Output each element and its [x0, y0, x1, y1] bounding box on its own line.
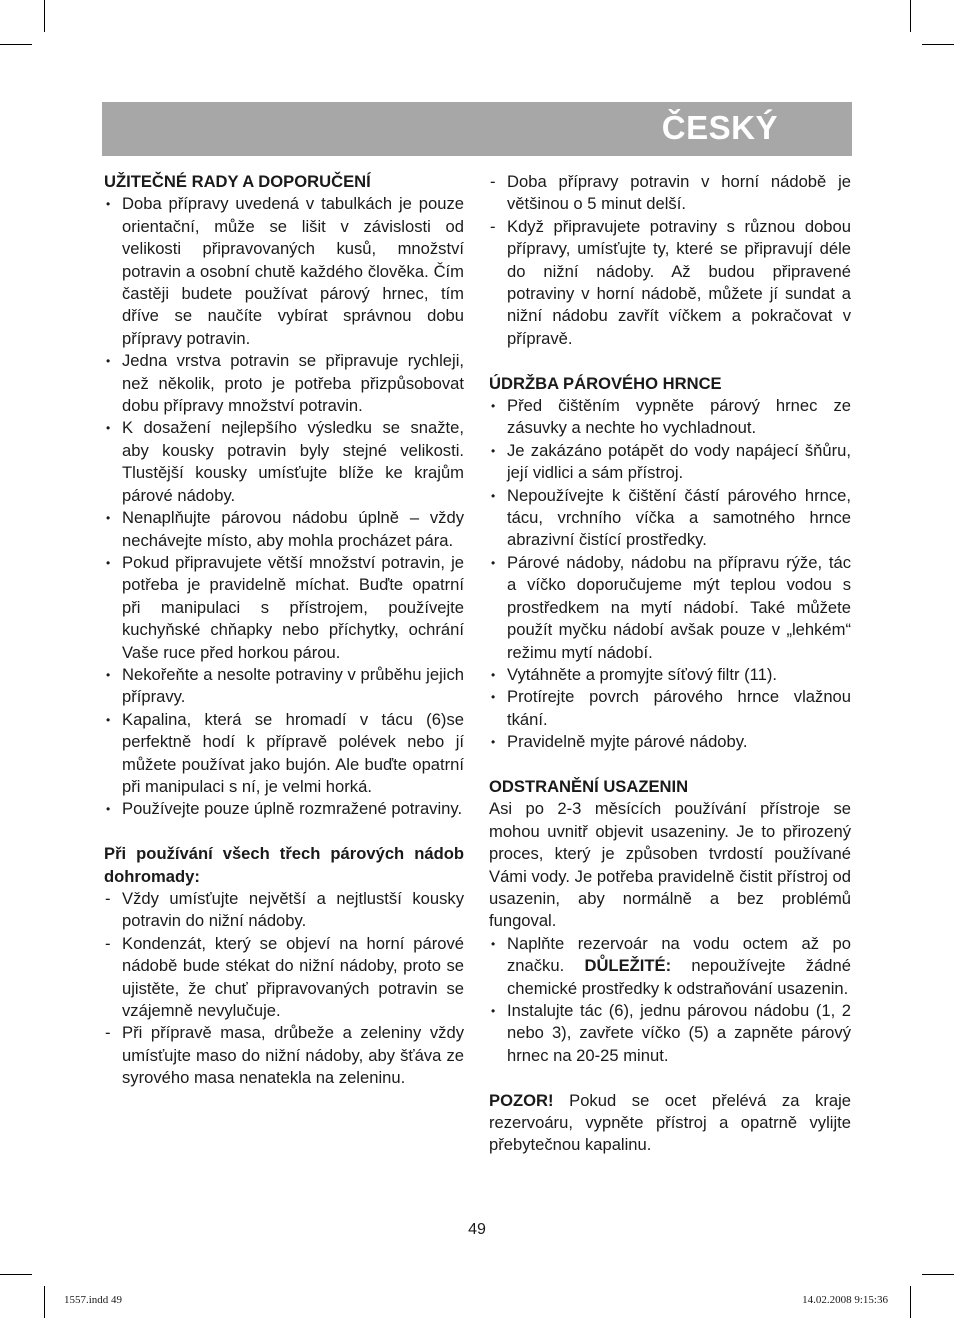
footer-date-info: 14.02.2008 9:15:36	[802, 1294, 888, 1306]
page-number: 49	[468, 1221, 486, 1238]
item-text: nepoužívejte žádné chemické prostředky k odstraňování usazenin.	[507, 956, 851, 998]
list-item: • Vytáhněte a promyjte síťový filtr (11).	[489, 664, 851, 686]
crop-mark	[0, 44, 32, 45]
list-item: • K dosažení nejlepšího výsledku se snažte, aby kousky potravin byly stejné velikosti. Tlustější kousky umísťujte blíže ke krajům párové nádoby.	[104, 417, 464, 507]
list-item: • Pravidelně myjte párové nádoby.	[489, 731, 851, 753]
section-heading-three-bowls: Při používání všech třech párových nádob dohromady:	[104, 844, 464, 886]
three-bowls-list	[104, 888, 464, 1090]
list-item: • Instalujte tác (6), jednu párovou nádobu (1, 2 nebo 3), zavřete víčko (5) a zapněte párový hrnec na 20-25 minut.	[489, 1000, 851, 1067]
important-label: DŮLEŽITÉ:	[584, 956, 672, 976]
list-item: • Nekořeňte a nesolte potraviny v průběhu jejich přípravy.	[104, 664, 464, 709]
maintenance-list	[489, 395, 851, 754]
list-item: • Před čištěním vypněte párový hrnec ze zásuvky a nechte ho vychladnout.	[489, 395, 851, 440]
list-item: • Doba přípravy uvedená v tabulkách je pouze orientační, může se lišit v závislosti od velikosti připravovaných kusů, množství potravin a osobní chutě každého člověka. Čím častěji budete používat párový hrnec, tím dříve se naučíte vybírat správnou dobu přípravy potravin.	[104, 193, 464, 350]
crop-mark	[922, 44, 954, 45]
list-item: • Je zakázáno potápět do vody napájecí šňůru, její vidlici a sám přístroj.	[489, 440, 851, 485]
list-item: • Pokud připravujete větší množství potravin, je potřeba je pravidelně míchat. Buďte opatrní při manipulaci s přístrojem, používejte kuchyňské chňapky nebo příchytky, ochrání Vaše ruce před horkou párou.	[104, 552, 464, 664]
crop-mark	[910, 1286, 911, 1318]
descaling-list	[489, 933, 851, 1067]
page-title: ČESKÝ	[661, 109, 778, 146]
list-item: • Protírejte povrch párového hrnce vlažnou tkání.	[489, 686, 851, 731]
list-item: • Nepoužívejte k čištění částí párového hrnce, tácu, vrchního víčka a samotného hrnce abrazivní čistící prostředky.	[489, 485, 851, 552]
section-heading-tips: UŽITEČNÉ RADY A DOPORUČENÍ	[104, 172, 371, 191]
footer-file-info: 1557.indd 49	[64, 1294, 123, 1306]
crop-mark	[44, 0, 45, 32]
crop-mark	[0, 1274, 32, 1275]
three-bowls-list-continued	[489, 171, 851, 350]
list-item: • Kapalina, která se hromadí v tácu (6)se perfektně hodí k přípravě polévek nebo jí můžete používat jako bujón. Ale buďte opatrní při manipulaci s ní, je velmi horká.	[104, 709, 464, 799]
section-heading-descaling: ODSTRANĚNÍ USAZENIN	[489, 776, 689, 796]
tips-list	[104, 193, 464, 820]
list-item: • Používejte pouze úplně rozmražené potraviny.	[104, 798, 464, 820]
crop-mark	[44, 1286, 45, 1318]
list-item: - Když připravujete potraviny s různou dobou přípravy, umísťujte ty, které se připravují déle do nižní nádoby. Až budou připravené potraviny v horní nádobě, můžete jí sundat a nižní nádobu zavřít víčkem a pokračovat v přípravě.	[489, 216, 851, 350]
warning-text: Pokud se ocet přelévá za kraje rezervoáru, vypněte přístroj a opatrně vylijte přebytečnou kapalinu.	[489, 1090, 851, 1155]
header-band	[102, 102, 852, 156]
list-item	[489, 933, 851, 1000]
section-heading-maintenance: ÚDRŽBA PÁROVÉHO HRNCE	[489, 373, 722, 393]
list-item: - Vždy umísťujte největší a nejtlustší kousky potravin do nižní nádoby.	[104, 888, 464, 933]
list-item: - Doba přípravy potravin v horní nádobě je většinou o 5 minut delší.	[489, 171, 851, 216]
warning-label: POZOR!	[489, 1090, 554, 1110]
right-column	[489, 171, 851, 1157]
crop-mark	[910, 0, 911, 32]
list-item: - Kondenzát, který se objeví na horní párové nádobě bude stékat do nižní nádoby, proto se ujistěte, že chuť připravovaných potravin se vzájemně nevylučuje.	[104, 933, 464, 1023]
item-text: Naplňte rezervoár na vodu octem až po značku.	[507, 933, 851, 976]
warning-paragraph	[489, 1090, 851, 1157]
list-item: • Párové nádoby, nádobu na přípravu rýže, tác a víčko doporučujeme mýt teplou vodou s prostředkem na mytí nádobí. Také můžete použít myčku nádobí avšak pouze v „lehkém“ režimu mytí nádobí.	[489, 552, 851, 664]
crop-mark	[922, 1274, 954, 1275]
left-column	[104, 171, 464, 1090]
list-item: - Při přípravě masa, drůbeže a zeleniny vždy umísťujte maso do nižní nádoby, aby šťáva ze syrového masa nenatekla na zeleninu.	[104, 1022, 464, 1089]
descaling-intro: Asi po 2-3 měsících používání přístroje se mohou uvnitř objevit usazeniny. Je to přirozený proces, který je způsoben tvrdostí používané Vámi vody. Je potřeba pravidelně čistit přístroj od usazenin, aby normálně a bez problémů fungoval.	[489, 799, 851, 931]
list-item: • Jedna vrstva potravin se připravuje rychleji, než několik, proto je potřeba přizpůsobovat dobu přípravy množství potravin.	[104, 350, 464, 417]
list-item: • Nenaplňujte párovou nádobu úplně – vždy nechávejte místo, aby mohla procházet pára.	[104, 507, 464, 552]
